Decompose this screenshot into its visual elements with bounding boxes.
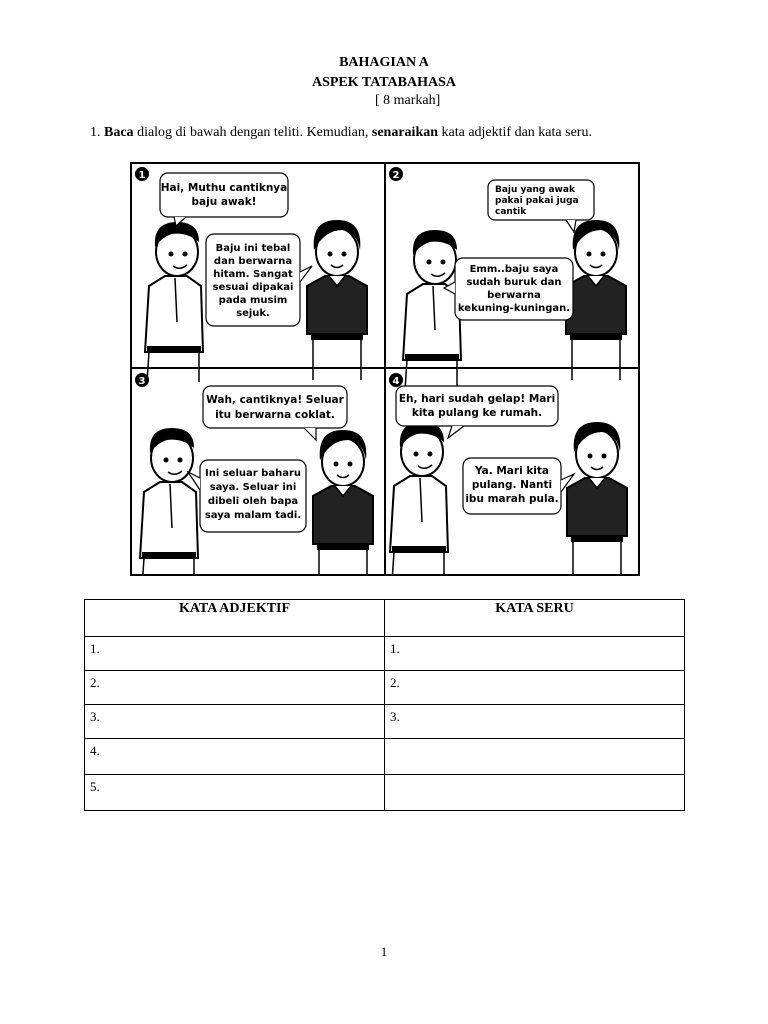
table-row xyxy=(85,705,685,739)
answer-cell-adjektif[interactable]: 4. xyxy=(85,739,385,775)
table-row xyxy=(85,671,685,705)
svg-text:4: 4 xyxy=(392,376,400,387)
answer-cell-seru[interactable] xyxy=(385,739,685,775)
panel-number-1 xyxy=(135,167,149,181)
panel-number-4 xyxy=(389,373,403,387)
svg-text:3: 3 xyxy=(138,376,146,387)
svg-text:Hai, Muthu cantiknyabaju awak!: Hai, Muthu cantiknya baju awak! xyxy=(160,182,288,208)
svg-text:Wah, cantiknya! Seluaritu berw: Wah, cantiknya! Seluar itu berwarna coklat. xyxy=(206,394,344,421)
answer-table xyxy=(84,599,685,811)
answer-cell-seru[interactable]: 1. xyxy=(385,637,685,671)
svg-text:Emm..baju sayasudah buruk danb: Emm..baju saya sudah buruk dan berwarna kekuning-kuningan. xyxy=(457,264,571,314)
comic-strip xyxy=(130,162,640,576)
answer-cell-adjektif[interactable]: 3. xyxy=(85,705,385,739)
section-title: BAHAGIAN A xyxy=(339,55,429,70)
column-header-adjektif: KATA ADJEKTIF xyxy=(85,600,385,637)
column-header-seru: KATA SERU xyxy=(385,600,685,637)
instruction-text-1: dialog di bawah dengan teliti. Kemudian, xyxy=(133,125,372,140)
answer-cell-adjektif[interactable]: 2. xyxy=(85,671,385,705)
table-row xyxy=(85,637,685,671)
speech-bubble xyxy=(463,458,574,514)
svg-text:2: 2 xyxy=(392,170,400,181)
svg-text:Ya. Mari kitapulang. Nantiibu: Ya. Mari kita pulang. Nanti ibu marah pula. xyxy=(465,465,559,505)
instruction xyxy=(90,125,592,141)
answer-cell-seru[interactable]: 2. xyxy=(385,671,685,705)
svg-text:Eh, hari sudah gelap! Marikita: Eh, hari sudah gelap! Mari kita pulang ke rumah. xyxy=(398,393,556,419)
aspect-title: ASPEK TATABAHASA xyxy=(311,75,457,90)
panel-number-2 xyxy=(389,167,403,181)
answer-cell-adjektif[interactable]: 5. xyxy=(85,775,385,811)
page-number: 1 xyxy=(380,944,388,959)
answer-table-header-row xyxy=(85,600,685,637)
speech-bubble xyxy=(444,258,573,320)
svg-text:1: 1 xyxy=(138,170,146,181)
instruction-verb-list: senaraikan xyxy=(371,125,439,140)
instruction-verb-read: Baca xyxy=(104,125,134,140)
table-row xyxy=(85,775,685,811)
svg-text:Baju ini tebaldan berwarnahita: Baju ini tebal dan berwarna hitam. Sangat sesuai dipakai pada musim sejuk. xyxy=(212,243,294,319)
speech-bubble xyxy=(188,460,306,532)
marks-label: [ 8 markah] xyxy=(375,93,441,108)
svg-text:Ini seluar baharusaya. Seluar: Ini seluar baharu saya. Seluar ini dibeli oleh bapa saya malam tadi. xyxy=(204,468,302,521)
instruction-text-2: kata adjektif dan kata seru. xyxy=(438,125,592,140)
question-number: 1. xyxy=(90,125,101,140)
svg-text:Baju yang awakpakai pakai juga: Baju yang awak pakai pakai juga cantik xyxy=(495,185,579,217)
answer-cell-seru[interactable] xyxy=(385,775,685,811)
answer-cell-adjektif[interactable]: 1. xyxy=(85,637,385,671)
speech-bubble xyxy=(206,234,312,326)
answer-cell-seru[interactable]: 3. xyxy=(385,705,685,739)
table-row xyxy=(85,739,685,775)
